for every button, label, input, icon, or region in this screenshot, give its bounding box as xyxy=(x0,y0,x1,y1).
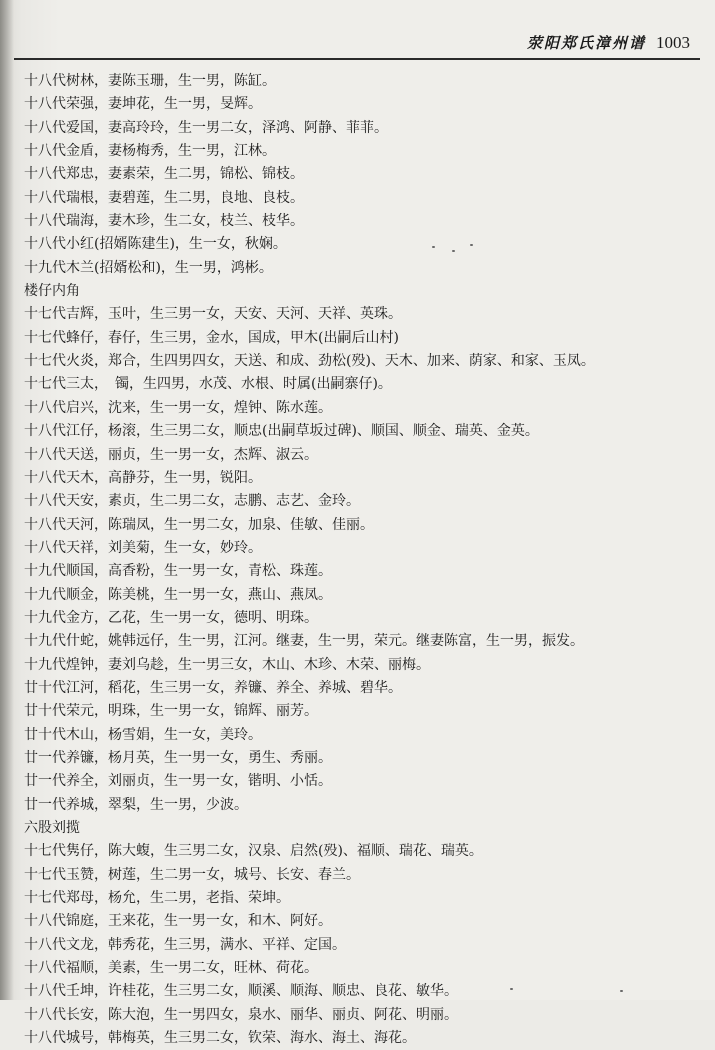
text-line: 十七代蜂仔，春仔，生三男，金水，国成，甲木(出嗣后山村) xyxy=(24,329,399,346)
text-line: 十九代顺金，陈美桃，生一男一女，燕山、燕凤。 xyxy=(24,586,332,603)
genealogy-text xyxy=(24,70,704,1050)
scan-speck xyxy=(470,244,473,246)
text-line: 廿十代江河，稻花，生三男一女，养镰、养全、养城、碧华。 xyxy=(24,679,402,696)
text-line: 十八代郑忠，妻素荣，生二男，锦松、锦枝。 xyxy=(24,166,304,183)
text-line: 十八代锦庭，王来花，生一男一女，和木、阿好。 xyxy=(24,913,332,930)
text-line: 十八代壬坤，许桂花，生三男二女，顺溪、顺海、顺忠、良花、敏华。 xyxy=(24,983,458,1000)
text-line: 十九代什蛇，姚韩远仔，生一男，江河。继妻，生一男，荣元。继妻陈富，生一男，振发。 xyxy=(24,633,584,650)
page-number: 1003 xyxy=(656,33,690,52)
text-line: 十八代城号，韩梅英，生三男二女，钦荣、海水、海土、海花。 xyxy=(24,1030,416,1047)
text-line: 十八代天祥，刘美菊，生一女，妙玲。 xyxy=(24,539,262,556)
text-line: 十九代金方，乙花，生一男一女，德明、明珠。 xyxy=(24,609,318,626)
text-line: 十八代天河，陈瑞凤，生一男二女，加泉、佳敏、佳丽。 xyxy=(24,516,374,533)
text-line: 十七代吉辉，玉叶，生三男一女，天安、天河、天祥、英珠。 xyxy=(24,306,402,323)
scan-speck xyxy=(510,988,513,990)
text-line: 十八代江仔，杨滚，生三男二女，顺忠(出嗣草坂过碑)、顺国、顺金、瑞英、金英。 xyxy=(24,423,539,440)
section-heading: 楼仔内角 xyxy=(24,283,80,300)
text-line: 十九代木兰(招婿松和)，生一男，鸿彬。 xyxy=(24,259,273,276)
scan-speck xyxy=(432,246,435,248)
text-line: 十八代长安，陈大泡，生一男四女，泉水、丽华、丽贞、阿花、明丽。 xyxy=(24,1006,458,1023)
header-rule xyxy=(14,58,700,60)
text-line: 十八代爱国，妻高玲玲，生一男二女，泽鸿、阿静、菲菲。 xyxy=(24,119,388,136)
text-line: 十七代玉赞，树莲，生二男一女，城号、长安、春兰。 xyxy=(24,866,360,883)
text-line: 廿一代养全，刘丽贞，生一男一女，锴明、小恬。 xyxy=(24,773,332,790)
text-line: 十八代天木，高静芬，生一男，锐阳。 xyxy=(24,469,262,486)
text-line: 十八代荣强，妻坤花，生一男，旻辉。 xyxy=(24,96,262,113)
text-line: 十八代福顺，美素，生一男二女，旺林、荷花。 xyxy=(24,960,318,977)
binding-shadow xyxy=(0,0,14,1000)
text-line: 十八代金盾，妻杨梅秀，生一男，江林。 xyxy=(24,143,276,160)
text-line: 十九代煌钟，妻刘乌趁，生一男三女，木山、木珍、木荣、丽梅。 xyxy=(24,656,430,673)
text-line: 廿一代养镰，杨月英，生一男一女，勇生、秀丽。 xyxy=(24,749,332,766)
text-line: 十八代文龙，韩秀花，生三男，满水、平祥、定国。 xyxy=(24,936,346,953)
text-line: 十八代天安，素贞，生二男二女，志鹏、志艺、金玲。 xyxy=(24,493,360,510)
section-heading: 六股刘揽 xyxy=(24,820,80,836)
scan-speck xyxy=(452,250,455,252)
text-line: 十八代树林，妻陈玉珊，生一男，陈缸。 xyxy=(24,73,276,89)
text-line: 廿十代荣元，明珠，生一男一女，锦辉、丽芳。 xyxy=(24,703,318,720)
text-line: 十七代火炎，郑合，生四男四女，天送、和成、劲松(殁)、天木、加来、荫家、和家、玉凤。 xyxy=(24,353,595,370)
text-line: 十七代三太， 镯，生四男，水茂、水根、时属(出嗣寨仔)。 xyxy=(24,376,392,393)
text-line: 十七代隽仔，陈大蝮，生三男二女，汉泉、启然(殁)、福顺、瑞花、瑞英。 xyxy=(24,843,483,860)
text-line: 十八代启兴，沈来，生一男一女，煌钟、陈水莲。 xyxy=(24,399,332,416)
running-header xyxy=(410,32,690,58)
text-line: 十七代郑母，杨允，生二男，老指、荣坤。 xyxy=(24,890,290,907)
text-line: 十八代瑞根，妻碧莲，生二男，良地、良枝。 xyxy=(24,189,304,206)
scan-speck xyxy=(620,990,623,992)
book-title: 荥阳郑氏漳州谱 xyxy=(526,34,646,52)
text-line: 十八代小红(招婿陈建生)，生一女，秋娴。 xyxy=(24,236,287,253)
text-line: 十八代瑞海，妻木珍，生二女，枝兰、枝华。 xyxy=(24,213,304,230)
text-line: 廿十代木山，杨雪娟，生一女，美玲。 xyxy=(24,726,262,743)
text-line: 十八代天送，丽贞，生一男一女，杰辉、淑云。 xyxy=(24,446,318,463)
text-line: 廿一代养城，翠梨，生一男，少波。 xyxy=(24,796,248,813)
text-line: 十九代顺国，高香粉，生一男一女，青松、珠莲。 xyxy=(24,563,332,580)
